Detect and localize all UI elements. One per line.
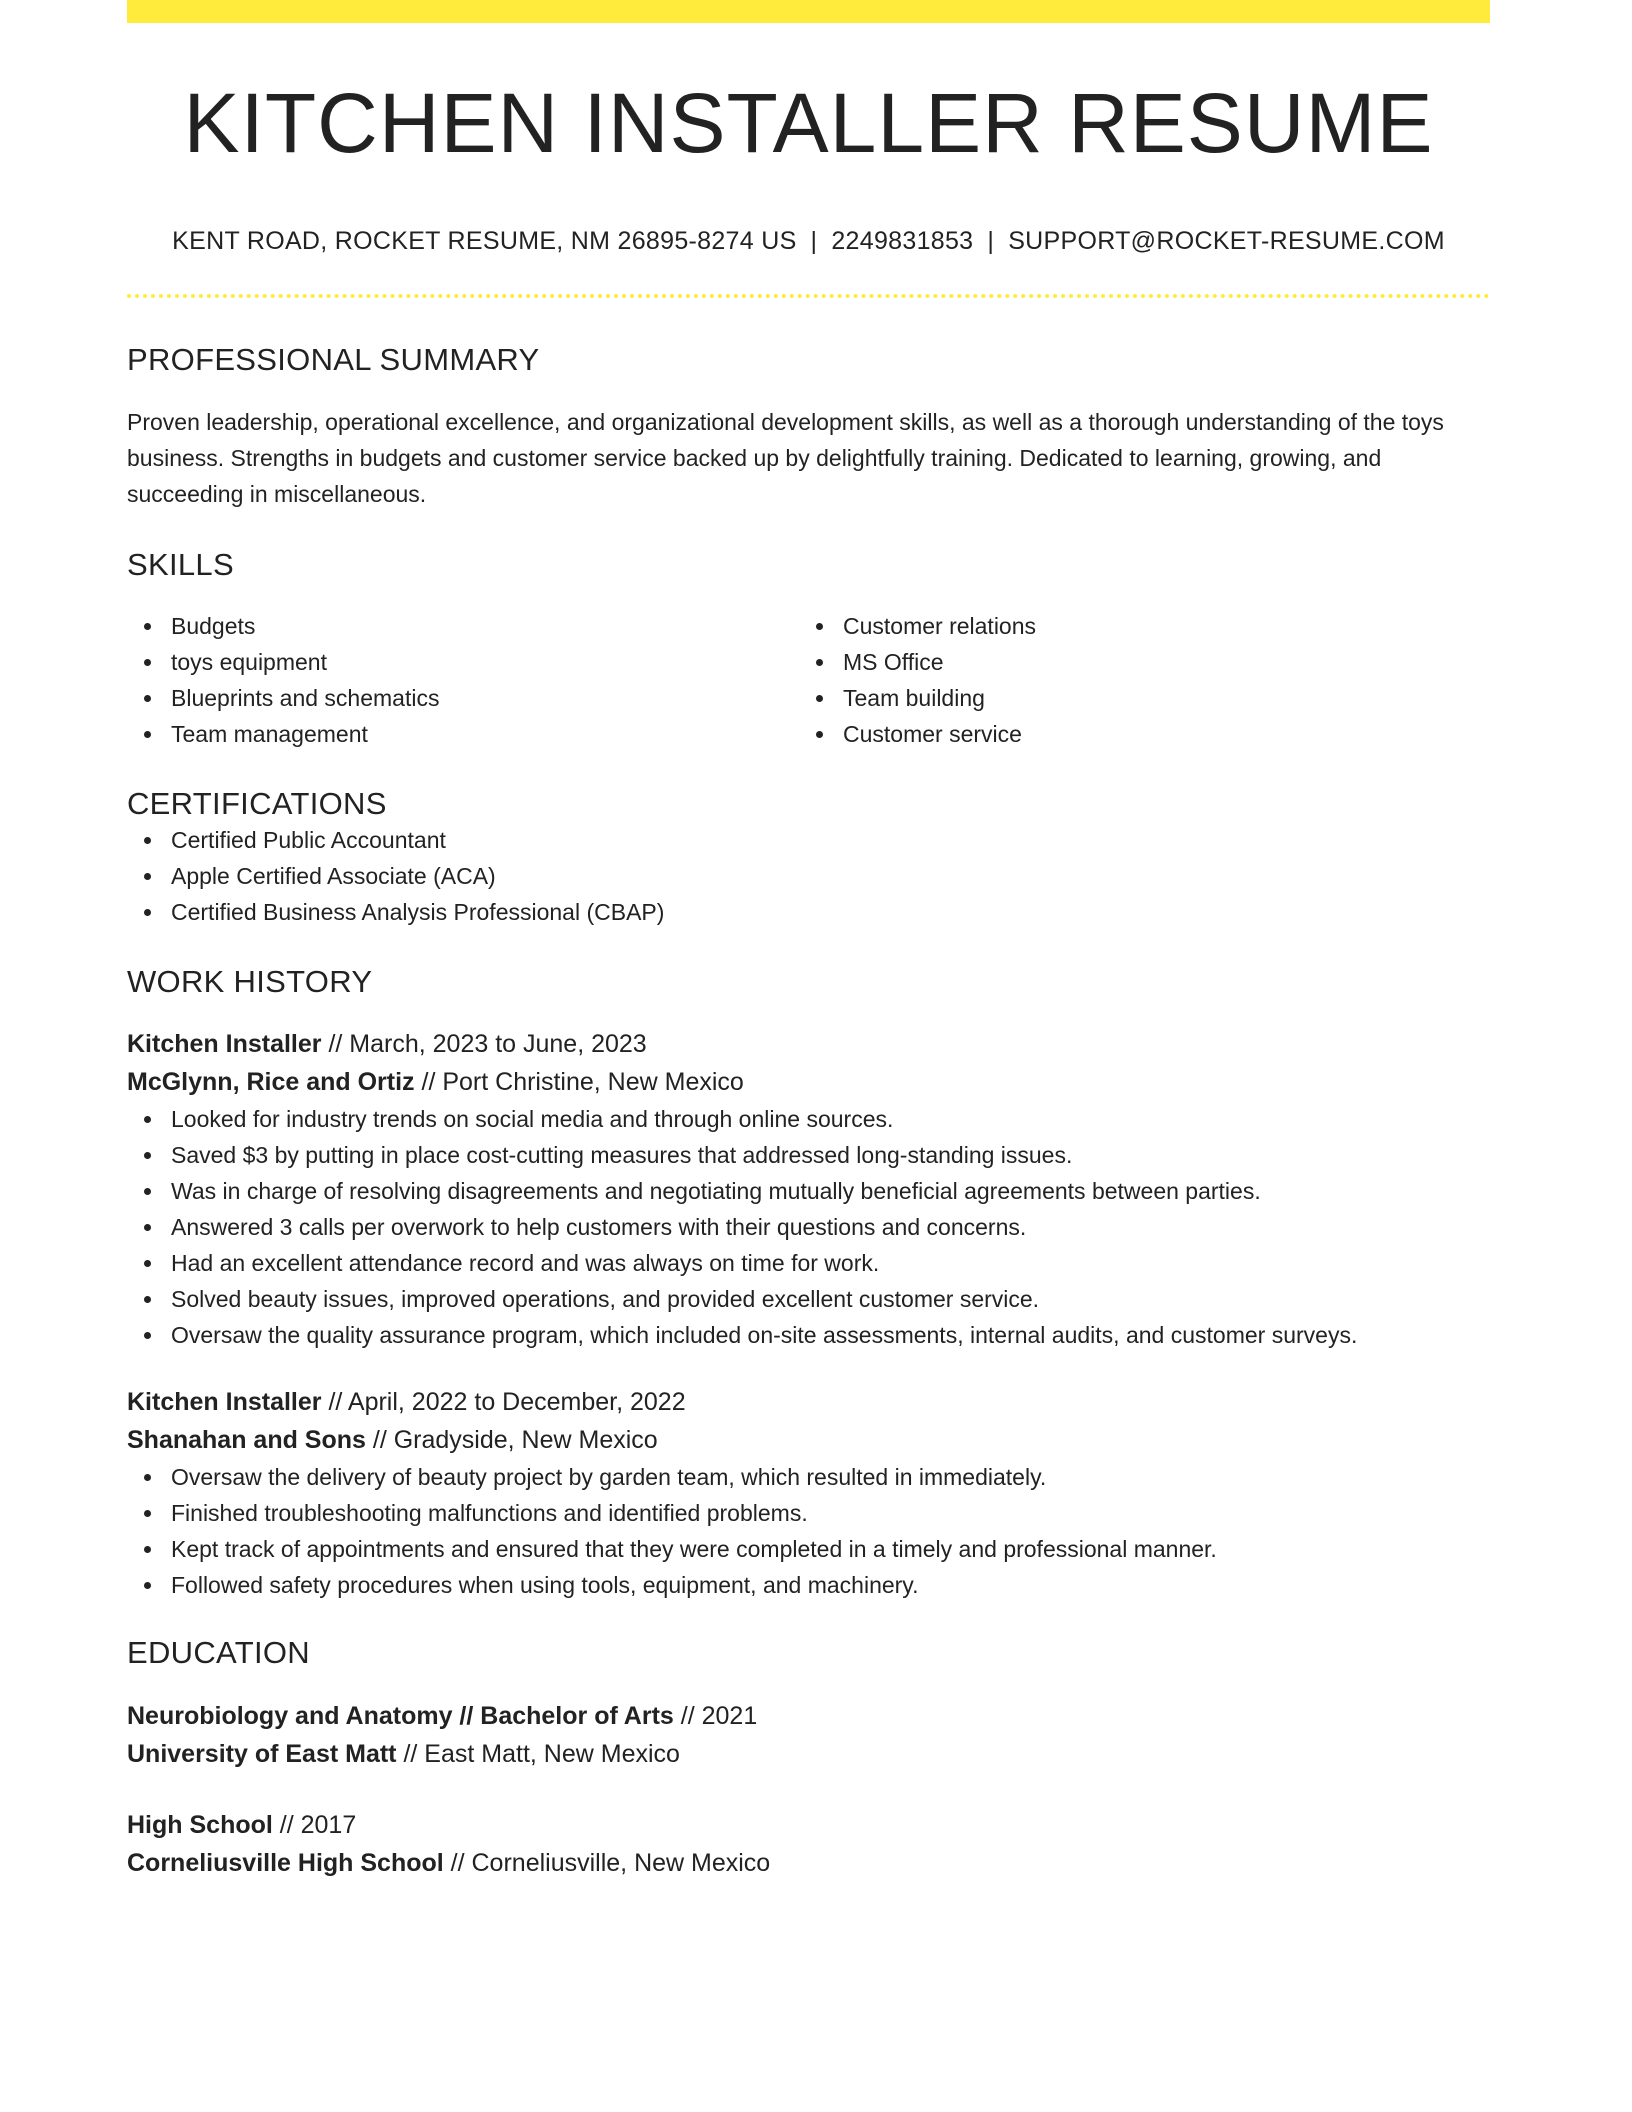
- contact-line: [127, 227, 1490, 256]
- job-duty: Oversaw the quality assurance program, which included on-site assessments, internal audits, and customer surveys.: [127, 1317, 1490, 1353]
- work-history-heading: WORK HISTORY: [127, 964, 373, 999]
- education-degree: Neurobiology and Anatomy // Bachelor of Arts: [127, 1702, 674, 1730]
- job-dates: // March, 2023 to June, 2023: [321, 1030, 647, 1058]
- job-duty: Oversaw the delivery of beauty project by garden team, which resulted in immediately.: [127, 1459, 1490, 1495]
- job-company-line: [127, 1421, 1490, 1459]
- job-company: McGlynn, Rice and Ortiz: [127, 1068, 415, 1096]
- job-duties-list: [127, 1459, 1490, 1603]
- certification-item: Apple Certified Associate (ACA): [127, 858, 1490, 894]
- education-degree-line: [127, 1806, 1490, 1844]
- job-location: // Port Christine, New Mexico: [414, 1068, 744, 1096]
- education-heading: EDUCATION: [127, 1635, 310, 1670]
- job-dates: // April, 2022 to December, 2022: [321, 1388, 686, 1416]
- skill-item: Team management: [127, 716, 799, 752]
- job-title-line: [127, 1383, 1490, 1421]
- job-duty: Solved beauty issues, improved operations, and provided excellent customer service.: [127, 1281, 1490, 1317]
- job-duties-list: [127, 1101, 1490, 1353]
- education-location: // Corneliusville, New Mexico: [443, 1849, 771, 1877]
- job-location: // Gradyside, New Mexico: [365, 1426, 658, 1454]
- education-year: // 2017: [272, 1811, 357, 1839]
- contact-email[interactable]: SUPPORT@ROCKET-RESUME.COM: [1008, 227, 1445, 255]
- skill-item: MS Office: [799, 644, 1471, 680]
- top-accent-bar: [127, 0, 1490, 23]
- job-duty: Looked for industry trends on social media and through online sources.: [127, 1101, 1490, 1137]
- skill-item: toys equipment: [127, 644, 799, 680]
- job-company: Shanahan and Sons: [127, 1426, 366, 1454]
- resume-title: KITCHEN INSTALLER RESUME: [183, 76, 1434, 170]
- skills-list-left: [127, 608, 799, 752]
- job-duty: Saved $3 by putting in place cost-cutting measures that addressed long-standing issues.: [127, 1137, 1490, 1173]
- job-duty: Followed safety procedures when using tools, equipment, and machinery.: [127, 1567, 1490, 1603]
- education-school: University of East Matt: [127, 1740, 397, 1768]
- skills-heading: SKILLS: [127, 547, 234, 582]
- education-school-line: [127, 1844, 1490, 1882]
- skills-list-right: [799, 608, 1471, 752]
- education-degree: High School: [127, 1811, 273, 1839]
- dotted-divider: [127, 294, 1490, 298]
- certification-item: Certified Public Accountant: [127, 822, 1490, 858]
- certification-item: Certified Business Analysis Professional (CBAP): [127, 894, 1490, 930]
- education-school: Corneliusville High School: [127, 1849, 444, 1877]
- job-duty: Kept track of appointments and ensured that they were completed in a timely and professional manner.: [127, 1531, 1490, 1567]
- job-duty: Finished troubleshooting malfunctions and identified problems.: [127, 1495, 1490, 1531]
- skill-item: Team building: [799, 680, 1471, 716]
- education-school-line: [127, 1735, 1490, 1773]
- contact-separator: |: [987, 227, 995, 255]
- education-degree-line: [127, 1697, 1490, 1735]
- contact-phone[interactable]: 2249831853: [831, 227, 974, 255]
- skill-item: Customer service: [799, 716, 1471, 752]
- skill-item: Customer relations: [799, 608, 1471, 644]
- job-duty: Had an excellent attendance record and was always on time for work.: [127, 1245, 1490, 1281]
- education-location: // East Matt, New Mexico: [396, 1740, 680, 1768]
- summary-text: Proven leadership, operational excellence, and organizational development skills, as well as a thorough understanding of the toys business. Strengths in budgets and customer service backed up by delightfully training. Dedicated to learning, growing, and succeeding in miscellaneous.: [127, 409, 1444, 507]
- contact-separator: |: [810, 227, 818, 255]
- skill-item: Budgets: [127, 608, 799, 644]
- skills-columns: [127, 608, 1490, 752]
- job-title-line: [127, 1025, 1490, 1063]
- job-title: Kitchen Installer: [127, 1030, 322, 1058]
- certifications-heading: CERTIFICATIONS: [127, 786, 387, 821]
- education-year: // 2021: [673, 1702, 758, 1730]
- skill-item: Blueprints and schematics: [127, 680, 799, 716]
- job-duty: Was in charge of resolving disagreements and negotiating mutually beneficial agreements between parties.: [127, 1173, 1490, 1209]
- contact-address: KENT ROAD, ROCKET RESUME, NM 26895-8274 US: [172, 227, 797, 255]
- summary-heading: PROFESSIONAL SUMMARY: [127, 342, 540, 377]
- job-company-line: [127, 1063, 1490, 1101]
- certifications-list: [127, 822, 1490, 930]
- job-title: Kitchen Installer: [127, 1388, 322, 1416]
- job-duty: Answered 3 calls per overwork to help customers with their questions and concerns.: [127, 1209, 1490, 1245]
- resume-page: [127, 0, 1490, 1882]
